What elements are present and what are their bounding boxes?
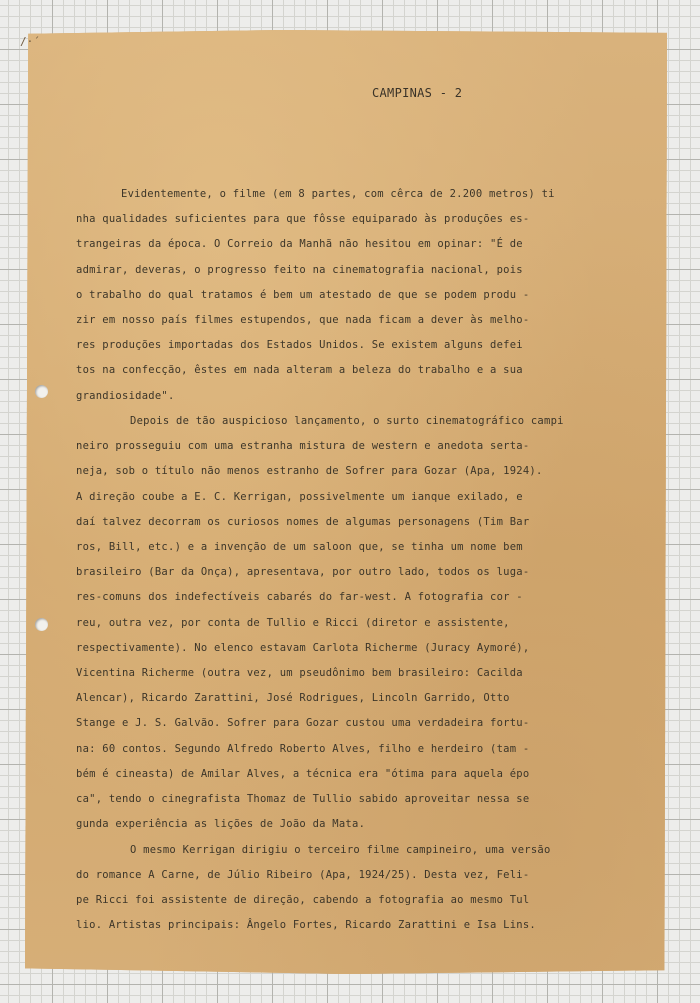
text-line: res produções importadas dos Estados Unidos. Se existem alguns defei bbox=[76, 339, 523, 351]
text-line: Stange e J. S. Galvão. Sofrer para Gozar custou uma verdadeira fortu- bbox=[76, 717, 530, 729]
text-line: reu, outra vez, por conta de Tullio e Ricci (diretor e assistente, bbox=[76, 617, 510, 629]
text-line: grandiosidade". bbox=[76, 390, 175, 402]
text-line: lio. Artistas principais: Ângelo Fortes, Ricardo Zarattini e Isa Lins. bbox=[76, 919, 537, 931]
text-line: daí talvez decorram os curiosos nomes de algumas personagens (Tim Bar bbox=[76, 516, 530, 528]
text-line: nha qualidades suficientes para que fôsse equiparado às produções es- bbox=[76, 213, 530, 225]
text-line: Vicentina Richerme (outra vez, um pseudônimo bem brasileiro: Cacilda bbox=[76, 667, 523, 679]
text-line: res-comuns dos indefectíveis cabarés do far-west. A fotografia cor - bbox=[76, 591, 523, 603]
text-line: O mesmo Kerrigan dirigiu o terceiro filme campineiro, uma versão bbox=[130, 844, 551, 856]
corner-pencil-mark: ∕·´ bbox=[20, 35, 40, 48]
text-line: A direção coube a E. C. Kerrigan, possivelmente um ianque exilado, e bbox=[76, 491, 523, 503]
text-line: gunda experiência as lições de João da Mata. bbox=[76, 818, 366, 830]
text-line: neiro prosseguiu com uma estranha mistura de western e anedota serta- bbox=[76, 440, 530, 452]
text-line: neja, sob o título não menos estranho de Sofrer para Gozar (Apa, 1924). bbox=[76, 465, 543, 477]
text-line: na: 60 contos. Segundo Alfredo Roberto Alves, filho e herdeiro (tam - bbox=[76, 743, 530, 755]
text-line: respectivamente). No elenco estavam Carlota Richerme (Juracy Aymoré), bbox=[76, 642, 530, 654]
text-line: do romance A Carne, de Júlio Ribeiro (Apa, 1924/25). Desta vez, Feli- bbox=[76, 869, 530, 881]
text-line: trangeiras da época. O Correio da Manhã não hesitou em opinar: "É de bbox=[76, 238, 523, 250]
text-line: Alencar), Ricardo Zarattini, José Rodrigues, Lincoln Garrido, Otto bbox=[76, 692, 510, 704]
text-line: pe Ricci foi assistente de direção, cabendo a fotografia ao mesmo Tul bbox=[76, 894, 530, 906]
text-line: tos na confecção, êstes em nada alteram a beleza do trabalho e a sua bbox=[76, 364, 523, 376]
text-line: o trabalho do qual tratamos é bem um atestado de que se podem produ - bbox=[76, 289, 530, 301]
text-line: Evidentemente, o filme (em 8 partes, com cêrca de 2.200 metros) ti bbox=[121, 188, 555, 200]
text-line: zir em nosso país filmes estupendos, que nada ficam a dever às melho- bbox=[76, 314, 530, 326]
text-line: Depois de tão auspicioso lançamento, o surto cinematográfico campi bbox=[130, 415, 564, 427]
text-line: admirar, deveras, o progresso feito na cinematografia nacional, pois bbox=[76, 264, 523, 276]
punch-hole-top bbox=[35, 385, 48, 398]
text-line: bém é cineasta) de Amilar Alves, a técnica era "ótima para aquela épo bbox=[76, 768, 530, 780]
punch-hole-bottom bbox=[35, 618, 48, 631]
text-line: ros, Bill, etc.) e a invenção de um saloon que, se tinha um nome bem bbox=[76, 541, 523, 553]
text-line: brasileiro (Bar da Onça), apresentava, por outro lado, todos os luga- bbox=[76, 566, 530, 578]
page-header: CAMPINAS - 2 bbox=[372, 86, 463, 100]
text-line: ca", tendo o cinegrafista Thomaz de Tullio sabido aproveitar nessa se bbox=[76, 793, 530, 805]
